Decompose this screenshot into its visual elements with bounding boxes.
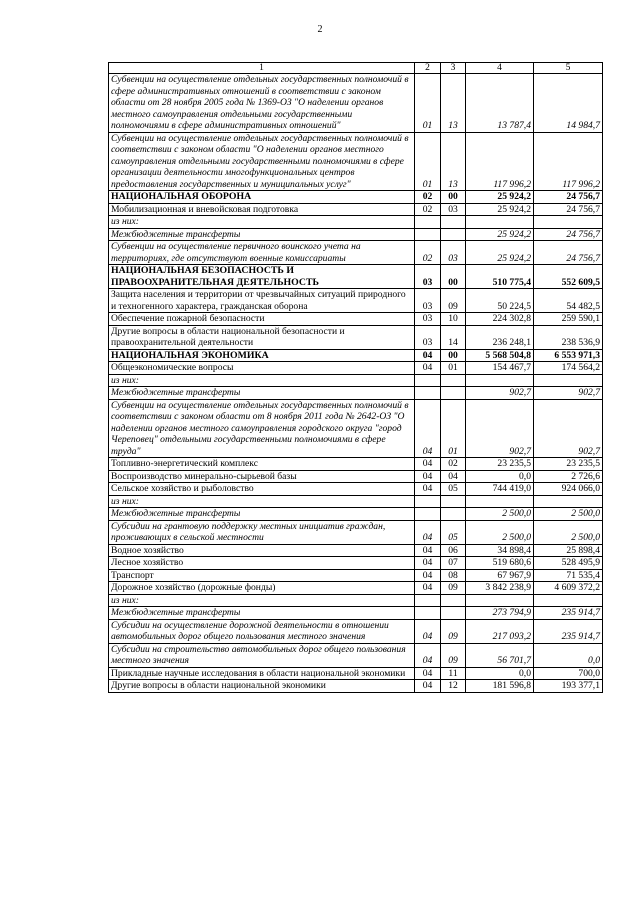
row-name: Субсидии на строительство автомобильных дорог общего пользования местного значения	[109, 643, 415, 667]
row-value-year1: 34 898,4	[466, 544, 534, 557]
row-value-year2: 193 377,1	[534, 680, 603, 693]
row-value-year2: 23 235,5	[534, 458, 603, 471]
row-subsection	[441, 495, 466, 508]
row-name: из них:	[109, 216, 415, 229]
row-value-year2: 24 756,7	[534, 191, 603, 204]
table-row	[109, 569, 603, 582]
row-value-year2: 24 756,7	[534, 241, 603, 265]
row-value-year2: 924 066,0	[534, 483, 603, 496]
row-section	[415, 387, 441, 400]
row-value-year1: 50 224,5	[466, 289, 534, 313]
row-section: 04	[415, 458, 441, 471]
row-name: Сельское хозяйство и рыболовство	[109, 483, 415, 496]
row-subsection: 05	[441, 483, 466, 496]
row-section: 04	[415, 362, 441, 375]
row-name: Субсидии на осуществление дорожной деятельности в отношении автомобильных дорог общего пользования местного значения	[109, 619, 415, 643]
row-section: 03	[415, 289, 441, 313]
row-value-year2: 14 984,7	[534, 74, 603, 133]
row-name: Дорожное хозяйство (дорожные фонды)	[109, 582, 415, 595]
row-section: 04	[415, 569, 441, 582]
row-subsection: 12	[441, 680, 466, 693]
row-name: Межбюджетные трансферты	[109, 387, 415, 400]
row-subsection: 01	[441, 399, 466, 458]
row-value-year2: 0,0	[534, 643, 603, 667]
table-row	[109, 544, 603, 557]
row-section: 04	[415, 643, 441, 667]
row-name: из них:	[109, 374, 415, 387]
table-row	[109, 289, 603, 313]
table-row	[109, 191, 603, 204]
table-row	[109, 520, 603, 544]
row-subsection: 00	[441, 191, 466, 204]
table-row	[109, 607, 603, 620]
table-row	[109, 241, 603, 265]
row-subsection	[441, 594, 466, 607]
row-section: 03	[415, 325, 441, 349]
row-name: Защита населения и территории от чрезвычайных ситуаций природного и техногенного характера, гражданская оборона	[109, 289, 415, 313]
row-subsection: 00	[441, 265, 466, 289]
row-section: 02	[415, 241, 441, 265]
row-value-year1: 519 680,6	[466, 557, 534, 570]
row-value-year2: 71 535,4	[534, 569, 603, 582]
row-subsection	[441, 228, 466, 241]
row-subsection: 10	[441, 313, 466, 326]
row-section: 02	[415, 191, 441, 204]
table-row	[109, 470, 603, 483]
row-section: 04	[415, 619, 441, 643]
row-value-year2: 700,0	[534, 667, 603, 680]
table-row	[109, 325, 603, 349]
table-row	[109, 387, 603, 400]
row-subsection: 06	[441, 544, 466, 557]
row-value-year1: 902,7	[466, 399, 534, 458]
row-value-year1: 181 596,8	[466, 680, 534, 693]
row-subsection: 03	[441, 241, 466, 265]
row-value-year2: 235 914,7	[534, 619, 603, 643]
row-value-year1: 902,7	[466, 387, 534, 400]
row-section: 04	[415, 520, 441, 544]
row-section	[415, 607, 441, 620]
row-subsection	[441, 508, 466, 521]
row-subsection: 09	[441, 643, 466, 667]
row-value-year2: 238 536,9	[534, 325, 603, 349]
header-col-2: 2	[415, 63, 441, 74]
row-value-year1	[466, 594, 534, 607]
row-value-year1: 3 842 238,9	[466, 582, 534, 595]
row-value-year2: 4 609 372,2	[534, 582, 603, 595]
row-name: Транспорт	[109, 569, 415, 582]
row-section	[415, 228, 441, 241]
row-section	[415, 216, 441, 229]
row-name: Субсидии на грантовую поддержку местных инициатив граждан, проживающих в сельской местности	[109, 520, 415, 544]
table-row	[109, 313, 603, 326]
header-col-5: 5	[534, 63, 603, 74]
page-number: 2	[317, 24, 323, 35]
row-value-year1: 2 500,0	[466, 520, 534, 544]
row-section: 03	[415, 265, 441, 289]
table-row	[109, 619, 603, 643]
row-subsection: 04	[441, 470, 466, 483]
row-value-year2: 2 500,0	[534, 520, 603, 544]
row-name: Мобилизационная и вневойсковая подготовка	[109, 203, 415, 216]
row-subsection: 02	[441, 458, 466, 471]
row-subsection: 00	[441, 349, 466, 362]
row-subsection: 01	[441, 362, 466, 375]
row-name: из них:	[109, 495, 415, 508]
row-value-year1: 510 775,4	[466, 265, 534, 289]
table-row	[109, 374, 603, 387]
table-row	[109, 495, 603, 508]
row-section: 04	[415, 582, 441, 595]
row-section	[415, 374, 441, 387]
row-section: 04	[415, 483, 441, 496]
table-row	[109, 203, 603, 216]
row-subsection	[441, 607, 466, 620]
row-value-year2: 902,7	[534, 399, 603, 458]
header-col-4: 4	[466, 63, 534, 74]
row-value-year1: 0,0	[466, 470, 534, 483]
row-subsection	[441, 387, 466, 400]
row-subsection: 05	[441, 520, 466, 544]
row-subsection: 09	[441, 619, 466, 643]
table-row	[109, 132, 603, 191]
row-value-year2	[534, 216, 603, 229]
row-name: Воспроизводство минерально-сырьевой базы	[109, 470, 415, 483]
table-row	[109, 594, 603, 607]
table-row	[109, 458, 603, 471]
row-value-year2: 24 756,7	[534, 228, 603, 241]
row-name: Прикладные научные исследования в области национальной экономики	[109, 667, 415, 680]
row-subsection: 14	[441, 325, 466, 349]
header-col-3: 3	[441, 63, 466, 74]
table-row	[109, 667, 603, 680]
row-subsection: 13	[441, 132, 466, 191]
table-row	[109, 265, 603, 289]
row-value-year2: 902,7	[534, 387, 603, 400]
row-subsection: 13	[441, 74, 466, 133]
row-value-year1: 217 093,2	[466, 619, 534, 643]
row-value-year1: 0,0	[466, 667, 534, 680]
row-name: НАЦИОНАЛЬНАЯ ОБОРОНА	[109, 191, 415, 204]
row-value-year1: 273 794,9	[466, 607, 534, 620]
table-row	[109, 508, 603, 521]
table-header-row	[109, 63, 603, 74]
row-name: из них:	[109, 594, 415, 607]
row-value-year1: 25 924,2	[466, 241, 534, 265]
table-row	[109, 557, 603, 570]
table-row	[109, 483, 603, 496]
row-name: Межбюджетные трансферты	[109, 508, 415, 521]
row-section: 04	[415, 399, 441, 458]
row-name: Субвенции на осуществление первичного воинского учета на территориях, где отсутствуют военные комиссариаты	[109, 241, 415, 265]
row-value-year1: 67 967,9	[466, 569, 534, 582]
row-subsection: 11	[441, 667, 466, 680]
row-name: НАЦИОНАЛЬНАЯ ЭКОНОМИКА	[109, 349, 415, 362]
row-value-year1: 154 467,7	[466, 362, 534, 375]
row-subsection: 07	[441, 557, 466, 570]
table-row	[109, 362, 603, 375]
row-name: Обеспечение пожарной безопасности	[109, 313, 415, 326]
row-value-year2: 528 495,9	[534, 557, 603, 570]
row-value-year1: 5 568 504,8	[466, 349, 534, 362]
row-value-year1: 224 302,8	[466, 313, 534, 326]
row-value-year1	[466, 216, 534, 229]
table-row	[109, 643, 603, 667]
row-value-year2	[534, 594, 603, 607]
header-col-1: 1	[109, 63, 415, 74]
table-row	[109, 349, 603, 362]
row-value-year1	[466, 495, 534, 508]
row-section	[415, 495, 441, 508]
row-name: Лесное хозяйство	[109, 557, 415, 570]
row-section: 03	[415, 313, 441, 326]
table-row	[109, 582, 603, 595]
row-name: Межбюджетные трансферты	[109, 607, 415, 620]
row-value-year1: 25 924,2	[466, 203, 534, 216]
table-row	[109, 228, 603, 241]
row-name: Другие вопросы в области национальной безопасности и правоохранительной деятельности	[109, 325, 415, 349]
row-section: 01	[415, 132, 441, 191]
row-value-year1: 13 787,4	[466, 74, 534, 133]
row-subsection: 09	[441, 289, 466, 313]
table-row	[109, 74, 603, 133]
row-subsection	[441, 374, 466, 387]
row-section: 04	[415, 470, 441, 483]
row-value-year2: 235 914,7	[534, 607, 603, 620]
row-value-year2: 174 564,2	[534, 362, 603, 375]
row-subsection	[441, 216, 466, 229]
row-value-year2: 117 996,2	[534, 132, 603, 191]
row-section: 01	[415, 74, 441, 133]
row-name: Субвенции на осуществление отдельных государственных полномочий в соответствии с законом области "О наделении органов местного самоуправления отдельными государственными полномочиями в сфере организации деятельности многофункциональных центров предоставления государственных и муниципальных услуг"	[109, 132, 415, 191]
row-section: 02	[415, 203, 441, 216]
row-section: 04	[415, 667, 441, 680]
row-section: 04	[415, 557, 441, 570]
row-subsection: 09	[441, 582, 466, 595]
row-value-year1: 56 701,7	[466, 643, 534, 667]
row-section	[415, 508, 441, 521]
row-value-year1: 236 248,1	[466, 325, 534, 349]
row-section: 04	[415, 544, 441, 557]
table-row	[109, 216, 603, 229]
row-name: Субвенции на осуществление отдельных государственных полномочий в сфере административных отношений в соответствии с законом области от 28 ноября 2005 года № 1369-ОЗ "О наделении органов местного самоуправления отдельными государственными полномочиями в сфере административных отношений"	[109, 74, 415, 133]
row-value-year1: 117 996,2	[466, 132, 534, 191]
row-value-year2: 552 609,5	[534, 265, 603, 289]
row-name: Субвенции на осуществление отдельных государственных полномочий в соответствии с законом области от 8 ноября 2011 года № 2642-ОЗ "О наделении органов местного самоуправления городского округа "город Череповец" отдельными государственными полномочиями в сфере труда"	[109, 399, 415, 458]
row-name: Другие вопросы в области национальной экономики	[109, 680, 415, 693]
row-value-year2	[534, 495, 603, 508]
row-value-year2: 54 482,5	[534, 289, 603, 313]
row-value-year1: 2 500,0	[466, 508, 534, 521]
row-subsection: 03	[441, 203, 466, 216]
row-value-year2: 2 726,6	[534, 470, 603, 483]
row-subsection: 08	[441, 569, 466, 582]
budget-table	[108, 62, 603, 693]
row-value-year2: 2 500,0	[534, 508, 603, 521]
table-row	[109, 399, 603, 458]
row-name: НАЦИОНАЛЬНАЯ БЕЗОПАСНОСТЬ И ПРАВООХРАНИТЕЛЬНАЯ ДЕЯТЕЛЬНОСТЬ	[109, 265, 415, 289]
row-value-year1: 744 419,0	[466, 483, 534, 496]
row-value-year2	[534, 374, 603, 387]
row-value-year1: 25 924,2	[466, 228, 534, 241]
row-value-year1: 23 235,5	[466, 458, 534, 471]
row-section	[415, 594, 441, 607]
row-value-year2: 6 553 971,3	[534, 349, 603, 362]
row-name: Топливно-энергетический комплекс	[109, 458, 415, 471]
row-value-year2: 24 756,7	[534, 203, 603, 216]
row-value-year1: 25 924,2	[466, 191, 534, 204]
table-row	[109, 680, 603, 693]
row-value-year2: 259 590,1	[534, 313, 603, 326]
row-name: Межбюджетные трансферты	[109, 228, 415, 241]
row-section: 04	[415, 680, 441, 693]
row-name: Водное хозяйство	[109, 544, 415, 557]
row-name: Общеэкономические вопросы	[109, 362, 415, 375]
row-section: 04	[415, 349, 441, 362]
row-value-year1	[466, 374, 534, 387]
row-value-year2: 25 898,4	[534, 544, 603, 557]
